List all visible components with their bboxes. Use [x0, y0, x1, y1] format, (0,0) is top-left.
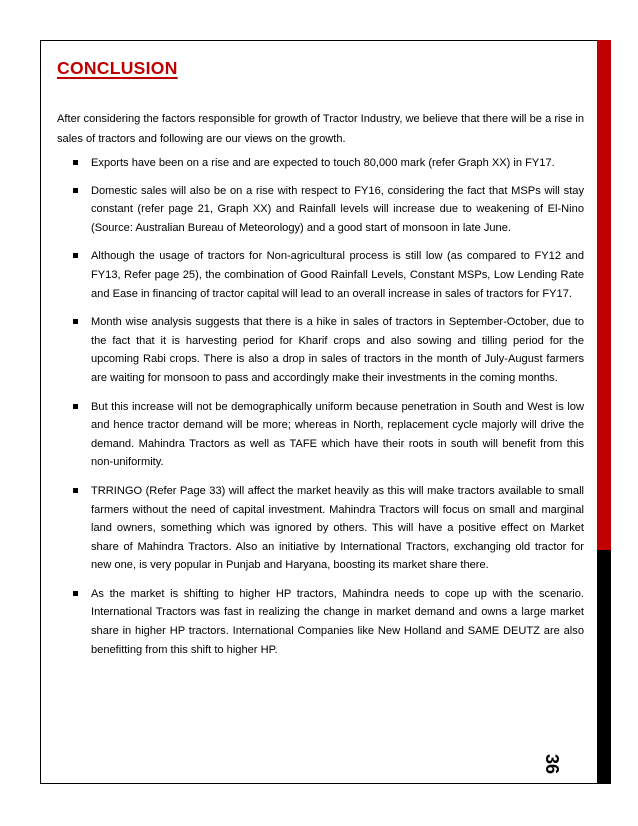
square-bullet-icon	[73, 404, 78, 409]
side-accent-bar-black	[597, 550, 611, 784]
square-bullet-icon	[73, 488, 78, 493]
list-item	[57, 247, 584, 303]
square-bullet-icon	[73, 188, 78, 193]
list-item	[57, 398, 584, 472]
square-bullet-icon	[73, 319, 78, 324]
page-title: CONCLUSION	[57, 58, 178, 78]
list-item	[57, 482, 584, 575]
list-item	[57, 182, 584, 238]
list-item-text: Exports have been on a rise and are expected to touch 80,000 mark (refer Graph XX) in FY17.	[91, 157, 555, 169]
conclusion-list	[57, 154, 584, 659]
list-item-text: But this increase will not be demographically uniform because penetration in South and West is low and hence tractor demand will be more; whereas in North, replacement cycle majorly will drive the demand. Mahindra Tractors as well as TAFE which have their roots in south will benefit from this non-uniformity.	[91, 400, 584, 469]
intro-paragraph: After considering the factors responsible for growth of Tractor Industry, we believe that there will be a rise in sales of tractors and following are our views on the growth.	[57, 113, 584, 145]
side-accent-bar-red	[597, 40, 611, 550]
list-item	[57, 585, 584, 659]
list-item	[57, 313, 584, 387]
list-item	[57, 154, 584, 173]
list-item-text: Month wise analysis suggests that there is a hike in sales of tractors in September-October, due to the fact that it is harvesting period for Kharif crops and also sowing and tilling period for the upcoming Rabi crops. There is also a drop in sales of tractors in the month of July-August farmers are waiting for monsoon to pass and accordingly make their investments in the coming months.	[91, 316, 584, 384]
page-number: 36	[542, 754, 562, 775]
square-bullet-icon	[73, 591, 78, 596]
square-bullet-icon	[73, 160, 78, 165]
list-item-text: As the market is shifting to higher HP tractors, Mahindra needs to cope up with the scenario. International Tractors was fast in realizing the change in market demand and owns a large market share in higher HP tractors. International Companies like New Holland and SAME DEUTZ are also benefitting from this shift to higher HP.	[91, 587, 584, 656]
list-item-text: Domestic sales will also be on a rise with respect to FY16, considering the fact that MSPs will stay constant (refer page 21, Graph XX) and Rainfall levels will increase due to weakening of El-Nino (Source: Australian Bureau of Meteorology) and a good start of monsoon in late June.	[91, 184, 584, 234]
list-item-text: TRRINGO (Refer Page 33) will affect the market heavily as this will make tractors available to small farmers without the need of capital investment. Mahindra Tractors will focus on small and marginal land owners, something which was ignored by others. This will have a positive effect on Market share of Mahindra Tractors. Also an initiative by International Tractors, exchanging old tractor for new one, is very popular in Punjab and Haryana, boosting its market share there.	[91, 484, 584, 572]
list-item-text: Although the usage of tractors for Non-agricultural process is still low (as compared to FY12 and FY13, Refer page 25), the combination of Good Rainfall Levels, Constant MSPs, Low Lending Rate and Ease in financing of tractor capital will lead to an overall increase in sales of tractors for FY17.	[91, 250, 584, 300]
square-bullet-icon	[73, 253, 78, 258]
